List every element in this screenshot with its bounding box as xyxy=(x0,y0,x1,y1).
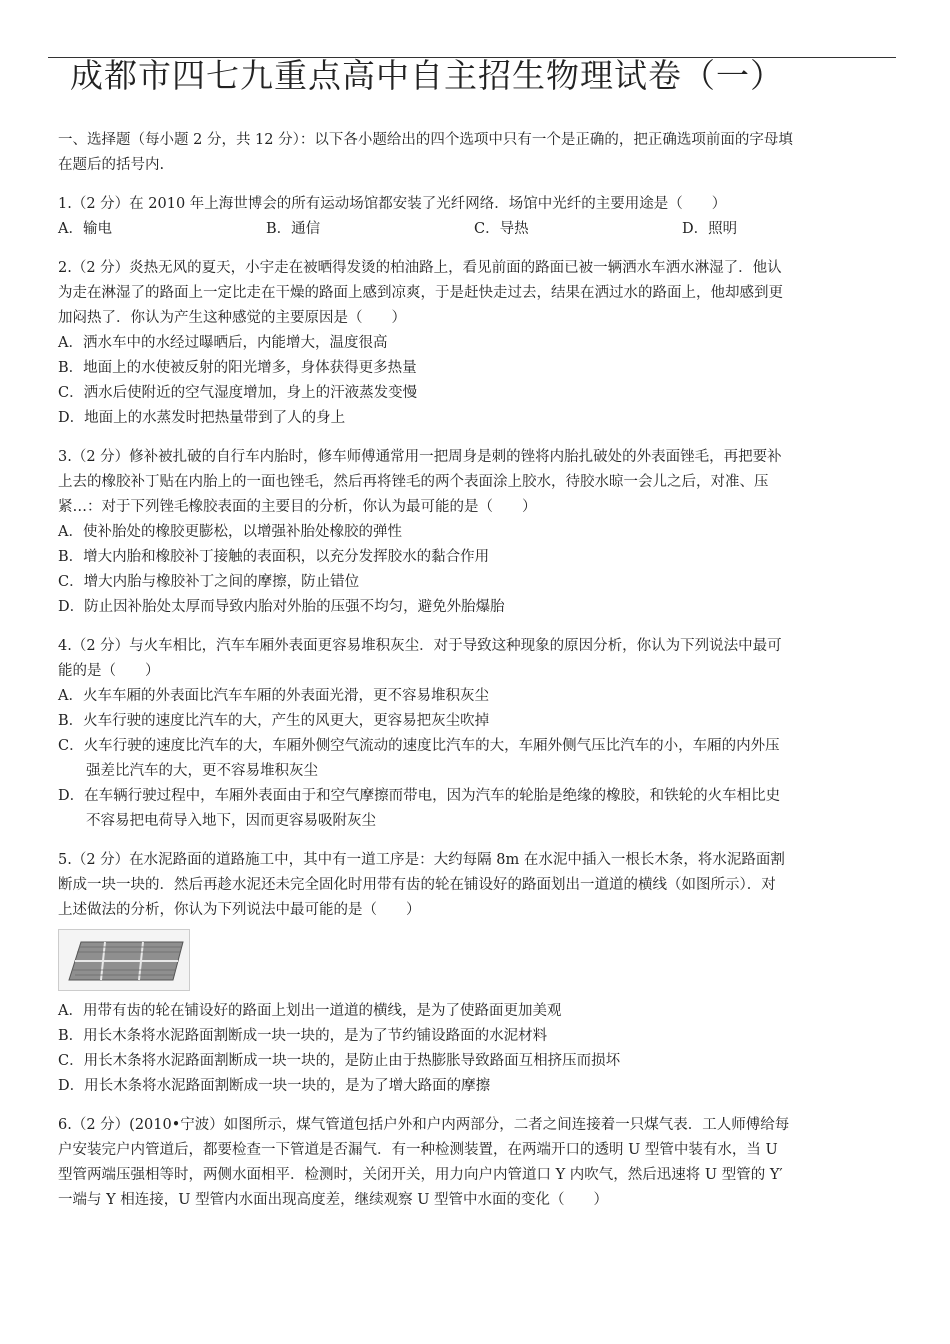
question-stem: 上去的橡胶补丁贴在内胎上的一面也锉毛，然后再将锉毛的两个表面涂上胶水，待胶水晾一会儿之后，对准、压 xyxy=(58,474,769,490)
option-a: A．输电 xyxy=(58,221,112,237)
question-2 xyxy=(58,256,898,431)
option-d: D．照明 xyxy=(682,221,738,237)
road-slab-illustration xyxy=(59,930,189,990)
option-b: B．用长木条将水泥路面割断成一块一块的，是为了节约铺设路面的水泥材料 xyxy=(58,1028,548,1044)
option-c: C．导热 xyxy=(474,221,529,237)
question-3 xyxy=(58,445,898,620)
option-c: C．增大内胎与橡胶补丁之间的摩擦，防止错位 xyxy=(58,574,360,590)
question-stem: 2.（2 分）炎热无风的夏天，小宇走在被晒得发烫的柏油路上，看见前面的路面已被一辆洒水车洒水淋湿了．他认 xyxy=(58,260,782,276)
option-c-continued: 强差比汽车的大，更不容易堆积灰尘 xyxy=(86,763,318,779)
question-stem: 上述做法的分析，你认为下列说法中最可能的是（ ） xyxy=(58,902,421,918)
option-c: C．火车行驶的速度比汽车的大，车厢外侧空气流动的速度比汽车的大，车厢外侧气压比汽车的小，车厢的内外压 xyxy=(58,738,780,754)
question-stem: 5.（2 分）在水泥路面的道路施工中，其中有一道工序是：大约每隔 8m 在水泥中插入一根长木条，将水泥路面割 xyxy=(58,852,785,868)
question-6 xyxy=(58,1113,898,1213)
question-stem: 紧…：对于下列锉毛橡胶表面的主要目的分析，你认为最可能的是（ ） xyxy=(58,499,537,515)
option-d: D．地面上的水蒸发时把热量带到了人的身上 xyxy=(58,410,346,426)
options-row xyxy=(58,217,898,242)
section-line: 在题后的括号内. xyxy=(58,157,165,173)
option-d: D．在车辆行驶过程中，车厢外表面由于和空气摩擦而带电，因为汽车的轮胎是绝缘的橡胶，和铁轮的火车相比史 xyxy=(58,788,781,804)
question-stem: 1.（2 分）在 2010 年上海世博会的所有运动场馆都安装了光纤网络．场馆中光纤的主要用途是（ ） xyxy=(58,196,727,212)
question-stem: 一端与 Y 相连接，U 型管内水面出现高度差，继续观察 U 型管中水面的变化（ ） xyxy=(58,1192,609,1208)
option-a: A．火车车厢的外表面比汽车车厢的外表面光滑，更不容易堆积灰尘 xyxy=(58,688,489,704)
question-stem: 户安装完户内管道后，都要检查一下管道是否漏气．有一种检测装置，在两端开口的透明 U 型管中装有水，当 U xyxy=(58,1142,778,1158)
option-a: A．洒水车中的水经过曝晒后，内能增大，温度很高 xyxy=(58,335,388,351)
question-stem: 加闷热了．你认为产生这种感觉的主要原因是（ ） xyxy=(58,310,406,326)
option-d-continued: 不容易把电荷导入地下，因而更容易吸附灰尘 xyxy=(86,813,376,829)
question-stem: 断成一块一块的．然后再趁水泥还未完全固化时用带有齿的轮在铺设好的路面划出一道道的横线（如图所示）．对 xyxy=(58,877,776,893)
option-b: B．地面上的水使被反射的阳光增多，身体获得更多热量 xyxy=(58,360,417,376)
option-b: B．增大内胎和橡胶补丁接触的表面积，以充分发挥胶水的黏合作用 xyxy=(58,549,490,565)
page-title: 成都市四七九重点高中自主招生物理试卷（一） xyxy=(70,56,784,95)
option-c: C．用长木条将水泥路面割断成一块一块的，是防止由于热膨胀导致路面互相挤压而损坏 xyxy=(58,1053,621,1069)
question-stem: 型管两端压强相等时，两侧水面相平．检测时，关闭开关，用力向户内管道口 Y 内吹气，然后迅速将 U 型管的 Y′ xyxy=(58,1167,783,1183)
question-4 xyxy=(58,634,898,834)
option-c: C．洒水后使附近的空气湿度增加，身上的汗液蒸发变慢 xyxy=(58,385,418,401)
section-header xyxy=(58,128,898,178)
option-d: D．用长木条将水泥路面割断成一块一块的，是为了增大路面的摩擦 xyxy=(58,1078,491,1094)
question-1 xyxy=(58,192,898,242)
option-b: B．火车行驶的速度比汽车的大，产生的风更大，更容易把灰尘吹掉 xyxy=(58,713,490,729)
exam-content xyxy=(58,128,898,1227)
section-line: 一、选择题（每小题 2 分，共 12 分）：以下各小题给出的四个选项中只有一个是正确的，把正确选项前面的字母填 xyxy=(58,132,793,148)
question-stem: 3.（2 分）修补被扎破的自行车内胎时，修车师傅通常用一把周身是刺的锉将内胎扎破处的外表面锉毛，再把要补 xyxy=(58,449,782,465)
question-stem: 4.（2 分）与火车相比，汽车车厢外表面更容易堆积灰尘．对于导致这种现象的原因分析，你认为下列说法中最可 xyxy=(58,638,782,654)
option-d: D．防止因补胎处太厚而导致内胎对外胎的压强不均匀，避免外胎爆胎 xyxy=(58,599,505,615)
question-stem: 6.（2 分）(2010•宁波）如图所示，煤气管道包括户外和户内两部分，二者之间连接着一只煤气表．工人师傅给每 xyxy=(58,1117,790,1133)
question-5 xyxy=(58,848,898,1099)
option-b: B．通信 xyxy=(266,221,321,237)
question-stem: 能的是（ ） xyxy=(58,663,160,679)
question-stem: 为走在淋湿了的路面上一定比走在干燥的路面上感到凉爽，于是赶快走过去，结果在洒过水的路面上，他却感到更 xyxy=(58,285,783,301)
road-figure xyxy=(58,929,190,991)
option-a: A．使补胎处的橡胶更膨松，以增强补胎处橡胶的弹性 xyxy=(58,524,402,540)
option-a: A．用带有齿的轮在铺设好的路面上划出一道道的横线，是为了使路面更加美观 xyxy=(58,1003,562,1019)
